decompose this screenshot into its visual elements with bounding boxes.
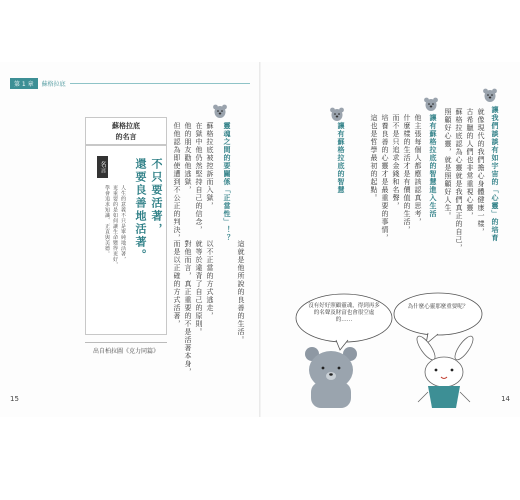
right-body-line-8: 培養良善的心靈才是最重要的事情， [381, 114, 389, 242]
koala-mascot-icon [483, 87, 497, 103]
quote-label: 名言 [97, 156, 108, 178]
left-body-line-4: 但他認為即使遭到不公正的判決， [173, 122, 181, 242]
book-spine [259, 62, 261, 417]
bear-character-icon [305, 347, 357, 408]
right-body-line-1: 就像現代的我們擔心身體健康一樣， [477, 108, 485, 236]
right-heading-1: 讓我們談談有如宇宙的「心靈」的培育 [491, 106, 499, 242]
koala-mascot-icon [330, 106, 344, 122]
left-body-line-3: 他的朋友勸他逃獄， [184, 122, 192, 194]
left-body-line-7: 對他而言，真正重要的不是活著本身， [184, 240, 192, 376]
quote-note-3: 學會追求知識、正直與美德。 [104, 185, 110, 257]
quote-note-1: 人生的意義不只是單純地活著， [120, 185, 126, 262]
quote-line-1: 不只要活著， [150, 158, 163, 236]
bubble-bear-text: 沒有好好照顧靈魂，得到再多的名聲及財富也會很空虛的…… [308, 303, 380, 323]
left-body-line-1: 蘇格拉底被控訴而入獄， [206, 122, 214, 210]
left-body-line-6: 就等於違背了自己的原則。 [195, 240, 203, 336]
koala-mascot-icon [213, 103, 227, 119]
chapter-title: 蘇格拉底 [41, 81, 66, 88]
chapter-number: 第 1 章 [10, 78, 38, 89]
right-body-line-7: 而不是只追求金錢和名聲， [392, 114, 400, 210]
right-body-line-3: 蘇格拉底認為心靈就是我們真正的自己， [455, 108, 463, 252]
right-body-line-2: 古希臘的人們也非常重視心靈， [466, 108, 474, 220]
right-page-number: 14 [501, 395, 510, 403]
right-body-line-6: 什麼樣的生活才是有價值的生活， [403, 114, 411, 234]
left-section-heading: 靈魂之間的要關係「正當性」！？ [223, 122, 231, 242]
left-body-line-8: 而是以正確的方式活著， [173, 240, 181, 328]
left-body-line-2: 在獄中他仍然堅持自己的信念， [195, 122, 203, 234]
quote-title-line2: 的名言 [115, 133, 137, 141]
chapter-rule [70, 83, 250, 84]
quote-note-2: 更重要的是如何讓生命變得更好， [112, 185, 118, 268]
right-body-line-4: 照顧好心靈，就是照顧好人生。 [444, 108, 452, 220]
right-body-line-5: 他主張每個人都應該認真思考， [414, 114, 422, 226]
right-heading-2: 讓有蘇格拉底的智慧進入生活 [429, 114, 437, 218]
left-body-line-9: 這就是他所說的良善的生活。 [237, 240, 245, 344]
quote-title-box [85, 117, 167, 145]
right-heading-3: 讓有蘇格拉底的智慧 [337, 122, 345, 194]
quote-title-line1: 蘇格拉底 [112, 122, 140, 130]
chapter-header [10, 78, 70, 89]
quote-line-2: 還要良善地活著。 [134, 158, 147, 262]
rabbit-character-icon [414, 334, 476, 408]
quote-source: 出自柏拉圖《克力同篇》 [85, 342, 167, 355]
koala-mascot-icon [424, 96, 438, 112]
bubble-rabbit-text: 為什麼心靈那麼重要呢？ [407, 304, 469, 310]
right-body-line-9: 這也是哲學最初的起點。 [370, 114, 378, 202]
left-body-line-5: 以不正當的方式逃走， [206, 240, 214, 320]
left-page-number: 15 [10, 395, 19, 403]
